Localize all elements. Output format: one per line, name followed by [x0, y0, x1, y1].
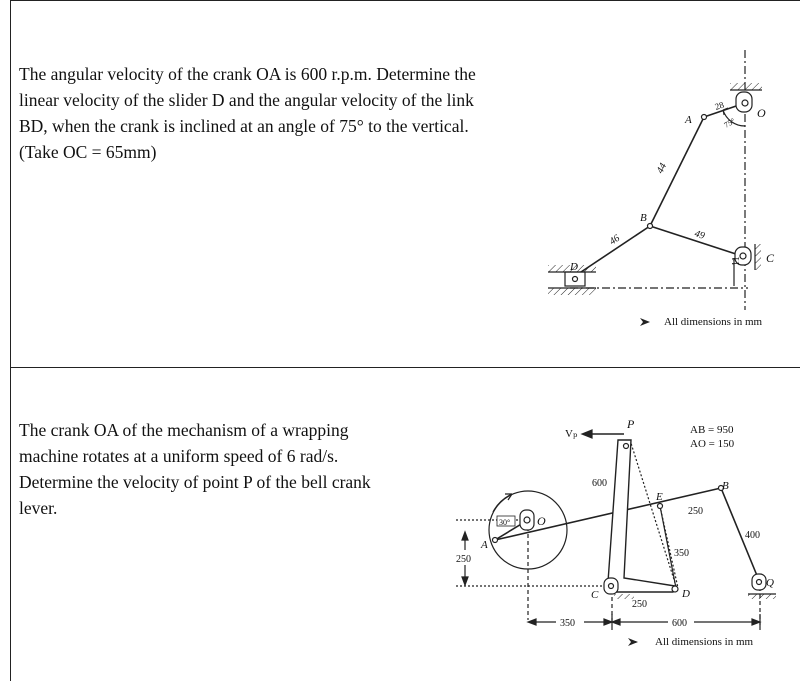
fig2-dim-ed: 350 — [674, 548, 689, 559]
fig2-label-p: P — [627, 417, 635, 431]
fig2-joint-p — [624, 444, 629, 449]
fig1-dim-ab: 44 — [654, 161, 670, 176]
fig1-dim-bd: 46 — [607, 232, 622, 248]
fig2-joint-d — [672, 586, 678, 592]
fig2-link-ed — [660, 506, 676, 588]
fig2-label-d: D — [682, 588, 690, 600]
fig2-pivot-q — [757, 580, 762, 585]
fig1-label-c: C — [766, 251, 775, 265]
fig2-given-ab: AB = 950 — [690, 424, 734, 436]
fig2-dim-cp: 600 — [592, 478, 607, 489]
fig2-dim-h250: 250 — [456, 554, 471, 565]
problem-1-line-3: BD, when the crank is inclined at an angle of 75° to the vertical. — [19, 116, 469, 136]
fig2-dim-angle: 30° — [499, 518, 511, 527]
problem-1-line-2: linear velocity of the slider D and the angular velocity of the link — [19, 90, 474, 110]
fig2-label-b: B — [722, 480, 729, 492]
problem-2-line-2: machine rotates at a uniform speed of 6 rad/s. — [19, 446, 339, 466]
fig2-vp-arrowhead — [582, 430, 592, 438]
fig1-dim-bc: 49 — [693, 228, 706, 242]
fig2-pivot-o — [524, 517, 530, 523]
fig2-label-o: O — [537, 514, 546, 528]
fig2-dim-600-arrow-right — [752, 619, 760, 625]
fig2-dim-250-arrow-bottom — [462, 577, 468, 585]
fig2-label-c: C — [591, 589, 599, 601]
fig2-dim-cd: 250 — [632, 599, 647, 610]
fig2-ground-c-hatch — [614, 594, 634, 599]
fig1-dim-oc: 11 — [731, 256, 742, 266]
fig2-ground-q-hatch — [748, 594, 776, 599]
problem-2-line-1: The crank OA of the mechanism of a wrapping — [19, 420, 349, 440]
problem-1-line-4: (Take OC = 65mm) — [19, 142, 157, 162]
fig2-label-a: A — [481, 539, 488, 551]
fig2-dim-350-arrow-left — [528, 619, 536, 625]
fig2-note: All dimensions in mm — [655, 636, 754, 648]
fig2-dim-be: 250 — [688, 506, 703, 517]
fig2-joint-e — [658, 504, 663, 509]
fig2-dim-x350: 350 — [560, 618, 575, 629]
fig2-dotted-pd — [630, 440, 676, 586]
problem-1-line-1: The angular velocity of the crank OA is 600 r.p.m. Determine the — [19, 64, 476, 84]
fig1-label-o: O — [757, 106, 766, 120]
fig2-dim-x600: 600 — [672, 618, 687, 629]
fig2-dim-bq: 400 — [745, 530, 760, 541]
fig1-label-a: A — [685, 114, 692, 126]
fig2-dim-600-arrow-left — [612, 619, 620, 625]
problem-2-line-3: Determine the velocity of point P of the bell crank — [19, 472, 371, 492]
fig2-given-ao: AO = 150 — [690, 438, 735, 450]
fig1-note: All dimensions in mm — [664, 316, 763, 328]
fig2-pivot-c — [609, 584, 614, 589]
fig2-label-vp: Vₚ — [565, 428, 578, 440]
fig2-label-e: E — [656, 491, 663, 503]
fig2-note-marker — [628, 638, 638, 646]
fig1-label-b: B — [640, 212, 647, 224]
problem-2-line-4: lever. — [19, 498, 58, 518]
fig2-rotation-arrow — [493, 494, 512, 512]
fig1-dim-angle: 75° — [722, 116, 737, 130]
fig2-dim-250-arrow-top — [462, 532, 468, 540]
fig1-dim-oa: 28 — [713, 99, 726, 112]
figure-2-group — [456, 430, 776, 646]
fig2-label-q: Q — [766, 577, 774, 589]
fig1-label-d: D — [570, 261, 578, 273]
fig2-bell-crank — [608, 440, 675, 592]
fig2-joint-a — [493, 538, 498, 543]
